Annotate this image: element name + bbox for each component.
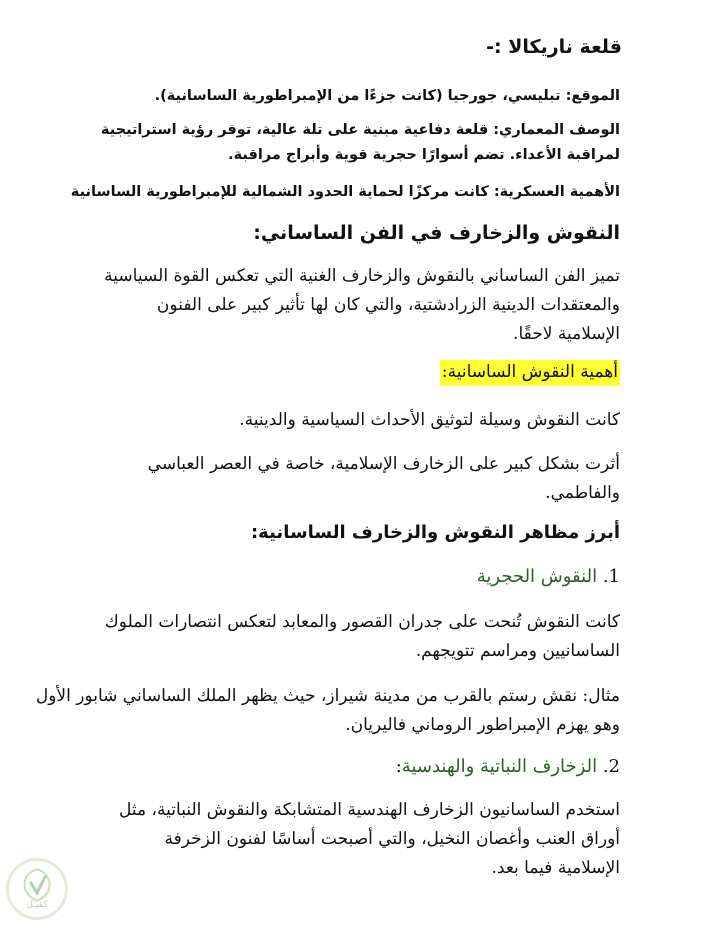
list-item-1-text: كانت النقوش تُنحت على جدران القصور والمعابد لتعكس انتصارات الملوك الساسانيين ومراسم تتويجهم. xyxy=(104,612,620,661)
list-item-2-text: استخدم الساسانيون الزخارف الهندسية المتشابكة والنقوش النباتية، مثل أوراق العنب وأغصان النخيل، والتي أصبحت أساسًا لفنون الزخرفة الإسلامية فيما بعد. xyxy=(119,800,620,878)
list-item-2-title: الزخارف النباتية والهندسية xyxy=(401,756,598,777)
section-heading: النقوش والزخارف في الفن الساساني: xyxy=(253,222,620,244)
military-line: الأهمية العسكرية: كانت مركزًا لحماية الحدود الشمالية للإمبراطورية الساسانية xyxy=(70,184,620,200)
section-intro-paragraph: تميز الفن الساساني بالنقوش والزخارف الغنية التي تعكس القوة السياسية والمعتقدات الدينية الزرادشتية، والتي كان لها تأثير كبير على الفنون الإسلامية لاحقًا. xyxy=(104,266,620,344)
architecture-paragraph: الوصف المعماري: قلعة دفاعية مبنية على تلة عالية، توفر رؤية استراتيجية لمراقبة الأعداء. تضم أسوارًا حجرية قوية وأبراج مراقبة. xyxy=(100,122,620,163)
importance-point-2: أثرت بشكل كبير على الزخارف الإسلامية، خاصة في العصر العباسي والفاطمي. xyxy=(147,454,620,503)
list-item-2-heading xyxy=(36,756,620,777)
list-item-1-example: مثال: نقش رستم بالقرب من مدينة شيراز، حيث يظهر الملك الساساني شابور الأول وهو يهزم الإمبراطور الروماني فاليريان. xyxy=(35,686,620,735)
list-item-1-number: 1. xyxy=(602,566,620,587)
watermark-text: كفيـل xyxy=(26,900,48,910)
list-item-1-heading xyxy=(36,566,620,587)
features-heading: أبرز مظاهر النقوش والزخارف الساسانية: xyxy=(250,522,620,543)
importance-point-1: كانت النقوش وسيلة لتوثيق الأحداث السياسية والدينية. xyxy=(239,410,620,430)
location-line: الموقع: تبليسي، جورجيا (كانت جزءًا من الإمبراطورية الساسانية). xyxy=(154,88,620,104)
list-item-2-number: 2. xyxy=(602,756,620,777)
importance-heading-row xyxy=(36,362,620,382)
watermark-logo xyxy=(6,858,68,920)
list-item-2-colon: : xyxy=(395,756,402,777)
list-item-1-title: النقوش الحجرية xyxy=(476,566,598,587)
importance-heading: أهمية النقوش الساسانية: xyxy=(440,360,620,386)
document-title: قلعة ناريكالا :- xyxy=(486,36,622,58)
